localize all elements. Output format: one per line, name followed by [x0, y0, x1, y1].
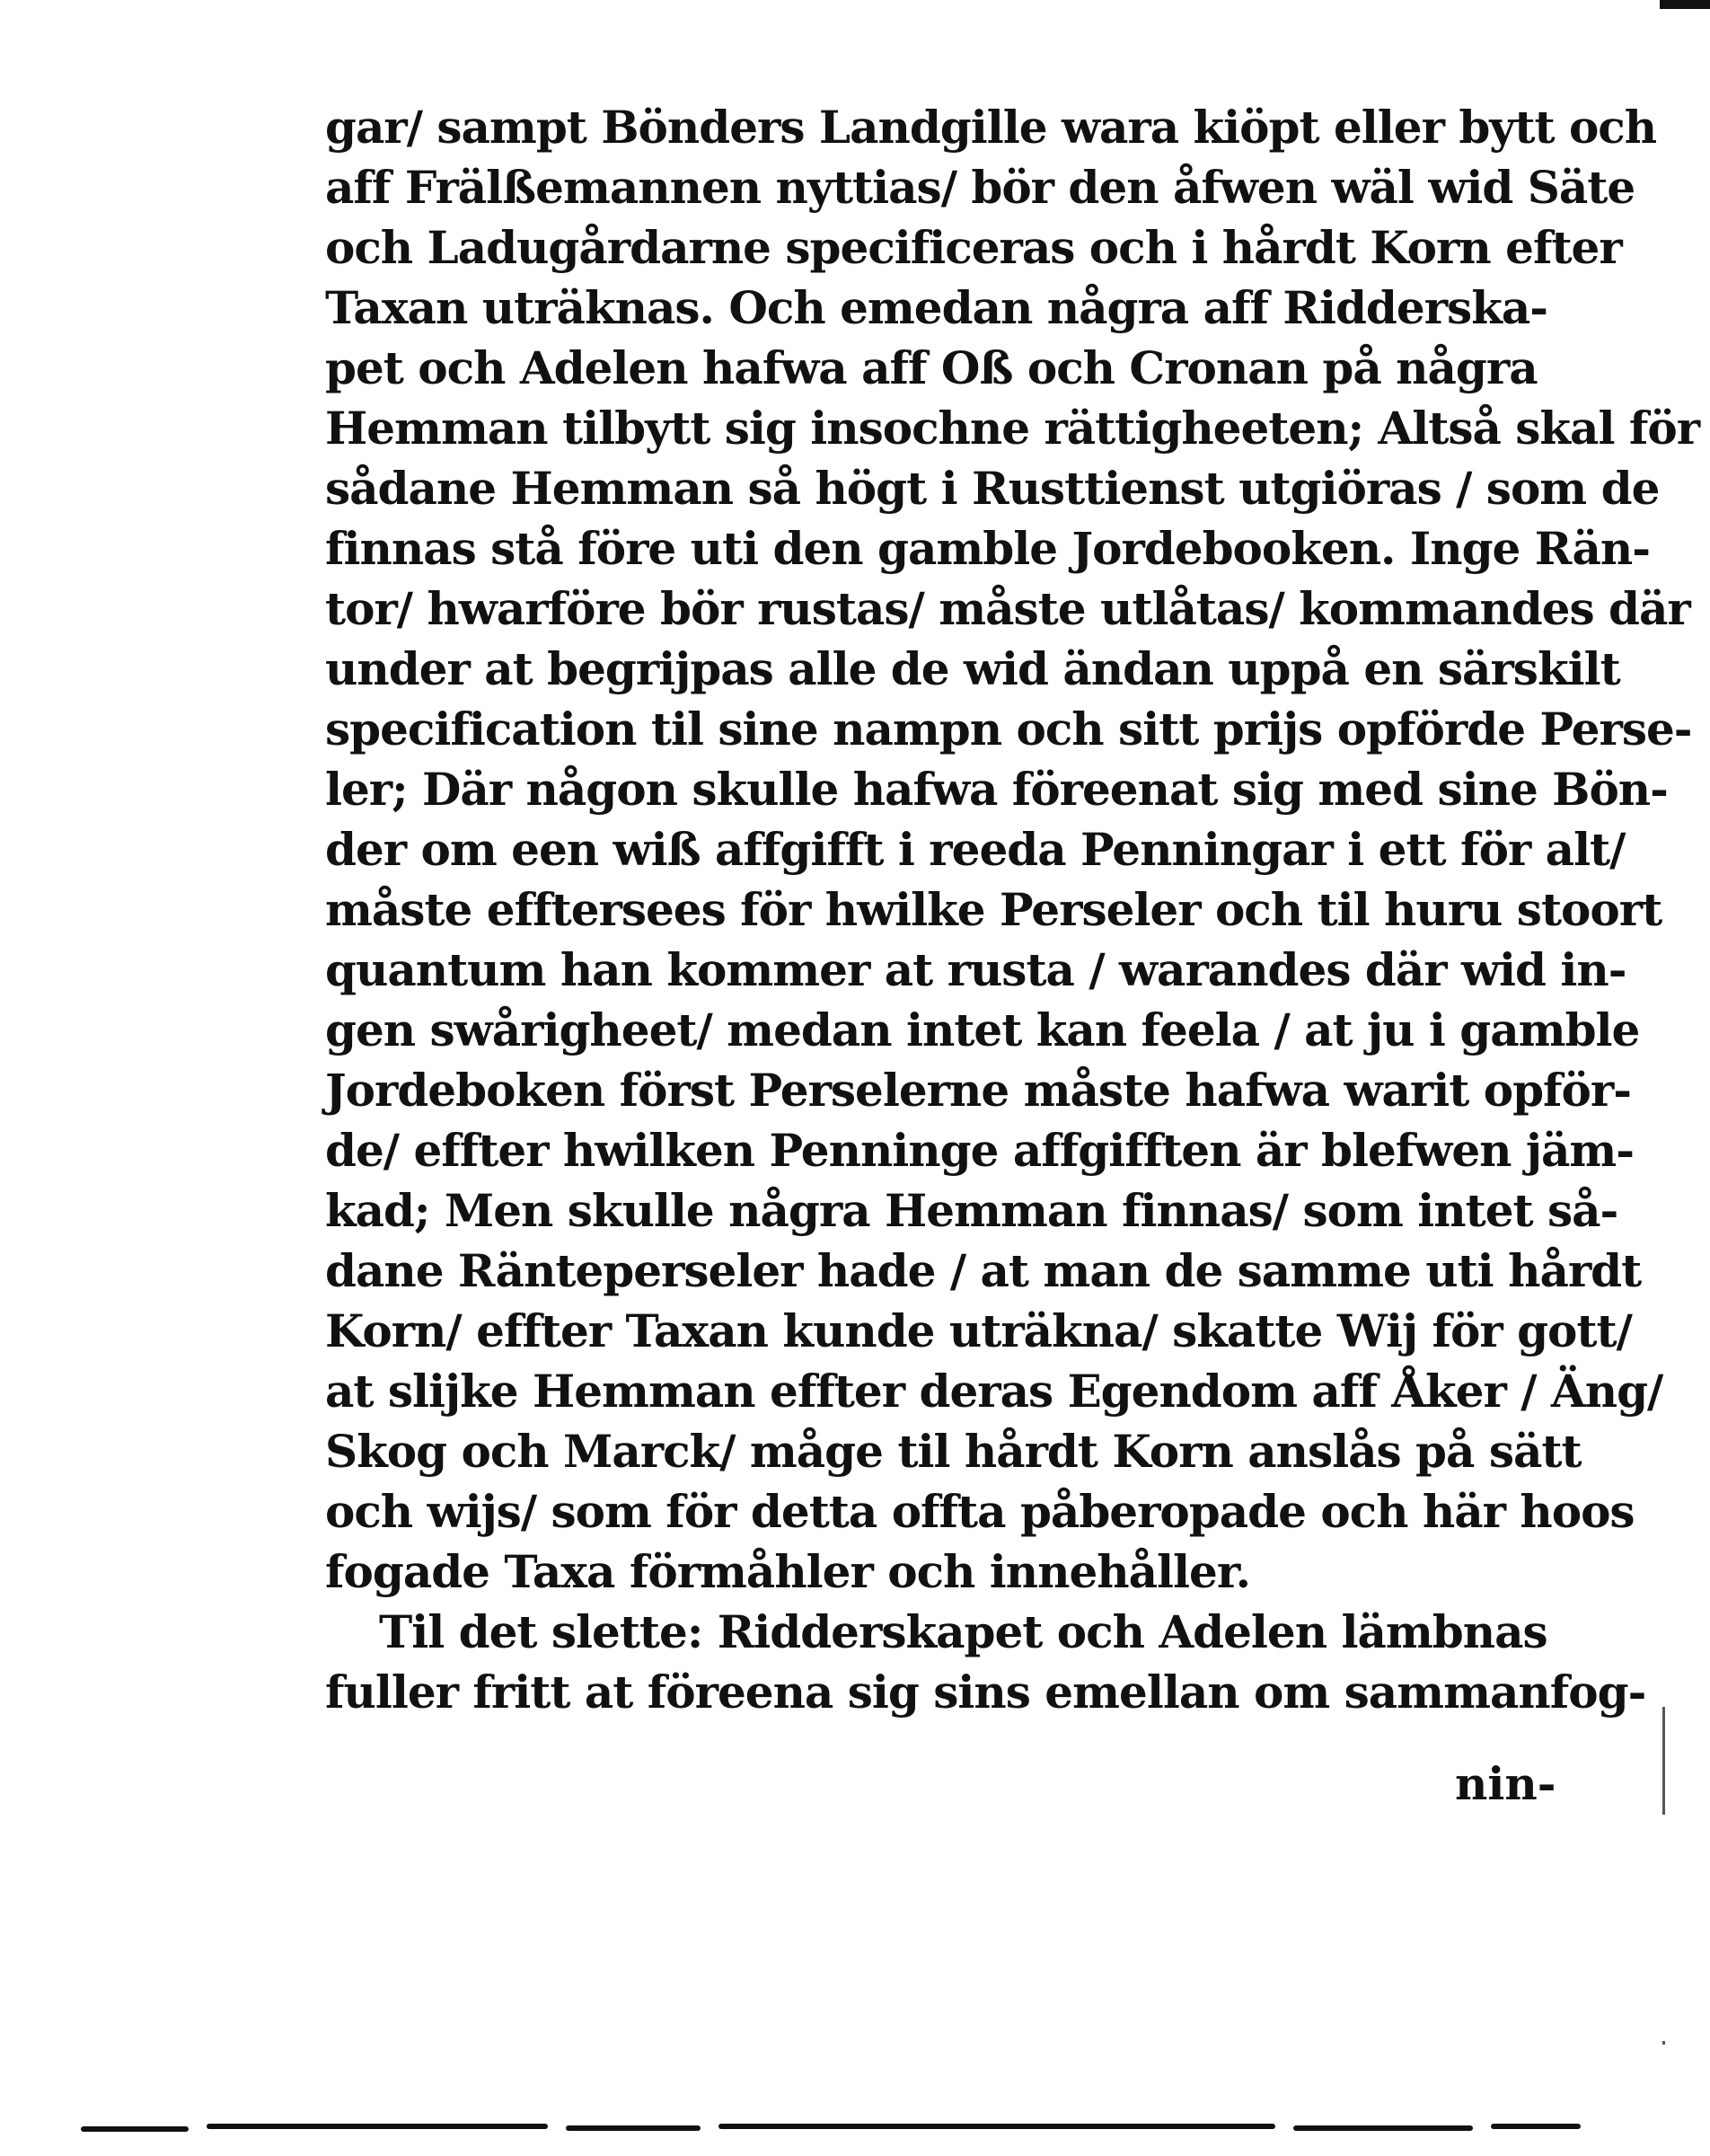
text-line: Korn/ effter Taxan kunde uträkna/ skatte Wij för gott/ [325, 1304, 1632, 1357]
text-line: Hemman tilbytt sig insochne rättigheeten; Altså skal för [325, 402, 1700, 455]
text-line: der om een wiß affgifft i reeda Penningar i ett för alt/ [325, 823, 1626, 876]
text-line: under at begrijpas alle de wid ändan uppå en särskilt [325, 642, 1620, 695]
text-line: pet och Adelen hafwa aff Oß och Cronan på några [325, 341, 1538, 394]
text-line: gen swårigheet/ medan intet kan feela / at ju i gamble [325, 1003, 1640, 1056]
text-line: finnas stå före uti den gamble Jordebooken. Inge Rän- [325, 522, 1650, 575]
scan-bottom-edge [0, 2124, 1710, 2133]
text-line: och wijs/ som för detta offta påberopade och här hoos [325, 1485, 1635, 1538]
body-text [325, 97, 1700, 1722]
text-line: tor/ hwarföre bör rustas/ måste utlåtas/ kommandes där [325, 582, 1690, 635]
text-line: Taxan uträknas. Och emedan några aff Ridderska- [325, 281, 1547, 334]
scan-speck [1662, 1707, 1665, 1815]
text-line: dane Ränteperseler hade / at man de samme uti hårdt [325, 1244, 1642, 1297]
text-line: specification til sine nampn och sitt prijs opförde Perse- [325, 702, 1692, 755]
text-line: ler; Där någon skulle hafwa föreenat sig med sine Bön- [325, 763, 1668, 816]
text-line: och Ladugårdarne specificeras och i hårdt Korn efter [325, 221, 1622, 274]
text-line: sådane Hemman så högt i Rusttienst utgiöras / som de [325, 462, 1660, 515]
text-line: at slijke Hemman effter deras Egendom aff Åker / Äng/ [325, 1365, 1663, 1418]
paragraph-start-line: Til det slette: Ridderskapet och Adelen lämbnas [379, 1605, 1547, 1658]
text-line: quantum han kommer at rusta / warandes där wid in- [325, 943, 1626, 996]
text-line: gar/ sampt Bönders Landgille wara kiöpt eller bytt och [325, 101, 1657, 154]
text-line: fuller fritt at föreena sig sins emellan om sammanfog- [325, 1666, 1646, 1719]
text-line: kad; Men skulle några Hemman finnas/ som intet så- [325, 1184, 1618, 1237]
text-line: aff Frälßemannen nyttias/ bör den åfwen wäl wid Säte [325, 161, 1635, 214]
catchword: nin- [1455, 1757, 1556, 1810]
text-line: måste efftersees för hwilke Perseler och til huru stoort [325, 883, 1662, 936]
text-line: de/ effter hwilken Penninge affgifften är blefwen jäm- [325, 1124, 1635, 1177]
scan-edge-mark [1660, 0, 1710, 9]
text-line: Skog och Marck/ måge til hårdt Korn anslås på sätt [325, 1425, 1582, 1478]
text-line: Jordeboken först Perselerne måste hafwa warit opför- [325, 1064, 1632, 1117]
text-line: fogade Taxa förmåhler och innehåller. [325, 1545, 1251, 1598]
scan-speck [1662, 2041, 1665, 2045]
